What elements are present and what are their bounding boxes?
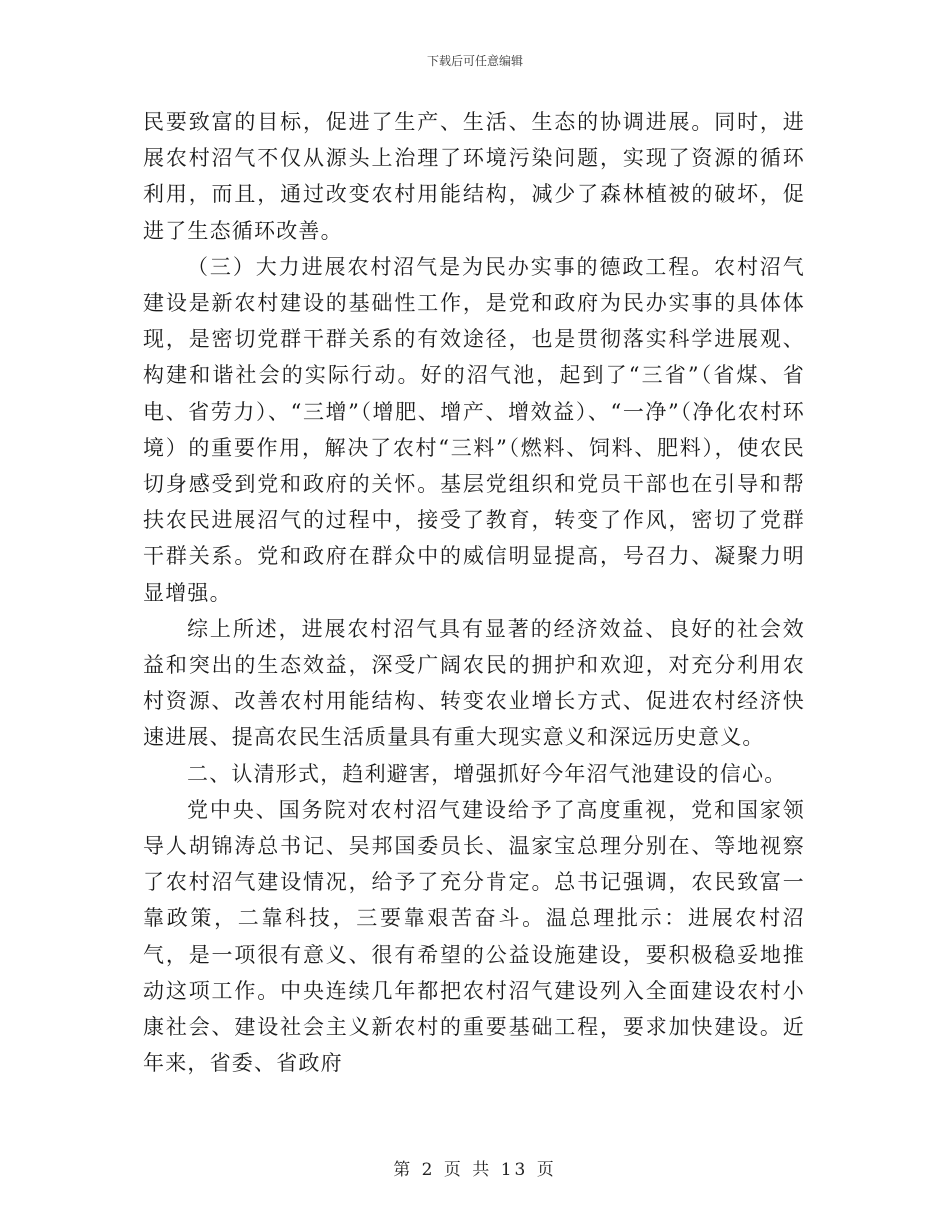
- paragraph-summary: 综上所述，进展农村沼气具有显著的经济效益、良好的社会效益和突出的生态效益，深受广阔农民的拥护和欢迎，对充分利用农村资源、改善农村用能结构、转变农业增长方式、促进农村经济快速进展、提高农民生活质量具有重大现实意义和深远历史意义。: [143, 616, 805, 750]
- paragraph-continuation: 民要致富的目标，促进了生产、生活、生态的协调进展。同时，进展农村沼气不仅从源头上治理了环境污染问题，实现了资源的循环利用，而且，通过改变农村用能结构，减少了森林植被的破坏，促进了生态循环改善。: [143, 110, 805, 243]
- page-header: 下载后可任意编辑: [426, 54, 523, 68]
- document-body: [143, 104, 805, 1081]
- paragraph-central-policy: 党中央、国务院对农村沼气建设给予了高度重视，党和国家领导人胡锦涛总书记、吴邦国委员长、温家宝总理分别在、等地视察了农村沼气建设情况，给予了充分肯定。总书记强调，农民致富一靠政策，二靠科技，三要靠艰苦奋斗。温总理批示：进展农村沼气，是一项很有意义、很有希望的公益设施建设，要积极稳妥地推动这项工作。中央连续几年都把农村沼气建设列入全面建设农村小康社会、建设社会主义新农村的重要基础工程，要求加快建设。近年来，省委、省政府: [143, 797, 805, 1076]
- page-footer-page-number: 第 2 页 共 13 页: [393, 1160, 557, 1180]
- paragraph-section-three: （三）大力进展农村沼气是为民办实事的德政工程。农村沼气建设是新农村建设的基础性工作，是党和政府为民办实事的具体体现，是密切党群干群关系的有效途径，也是贯彻落实科学进展观、构建和谐社会的实际行动。好的沼气池，起到了“三省”（省煤、省电、省劳力）、“三增”（增肥、增产、增效益）、“一净”（净化农村环境）的重要作用，解决了农村“三料”（燃料、饲料、肥料），使农民切身感受到党和政府的关怀。基层党组织和党员干部也在引导和帮扶农民进展沼气的过程中，接受了教育，转变了作风，密切了党群干群关系。党和政府在群众中的威信明显提高，号召力、凝聚力明显增强。: [143, 254, 805, 605]
- section-heading-two: 二、认清形式，趋利避害，增强抓好今年沼气池建设的信心。: [187, 761, 787, 786]
